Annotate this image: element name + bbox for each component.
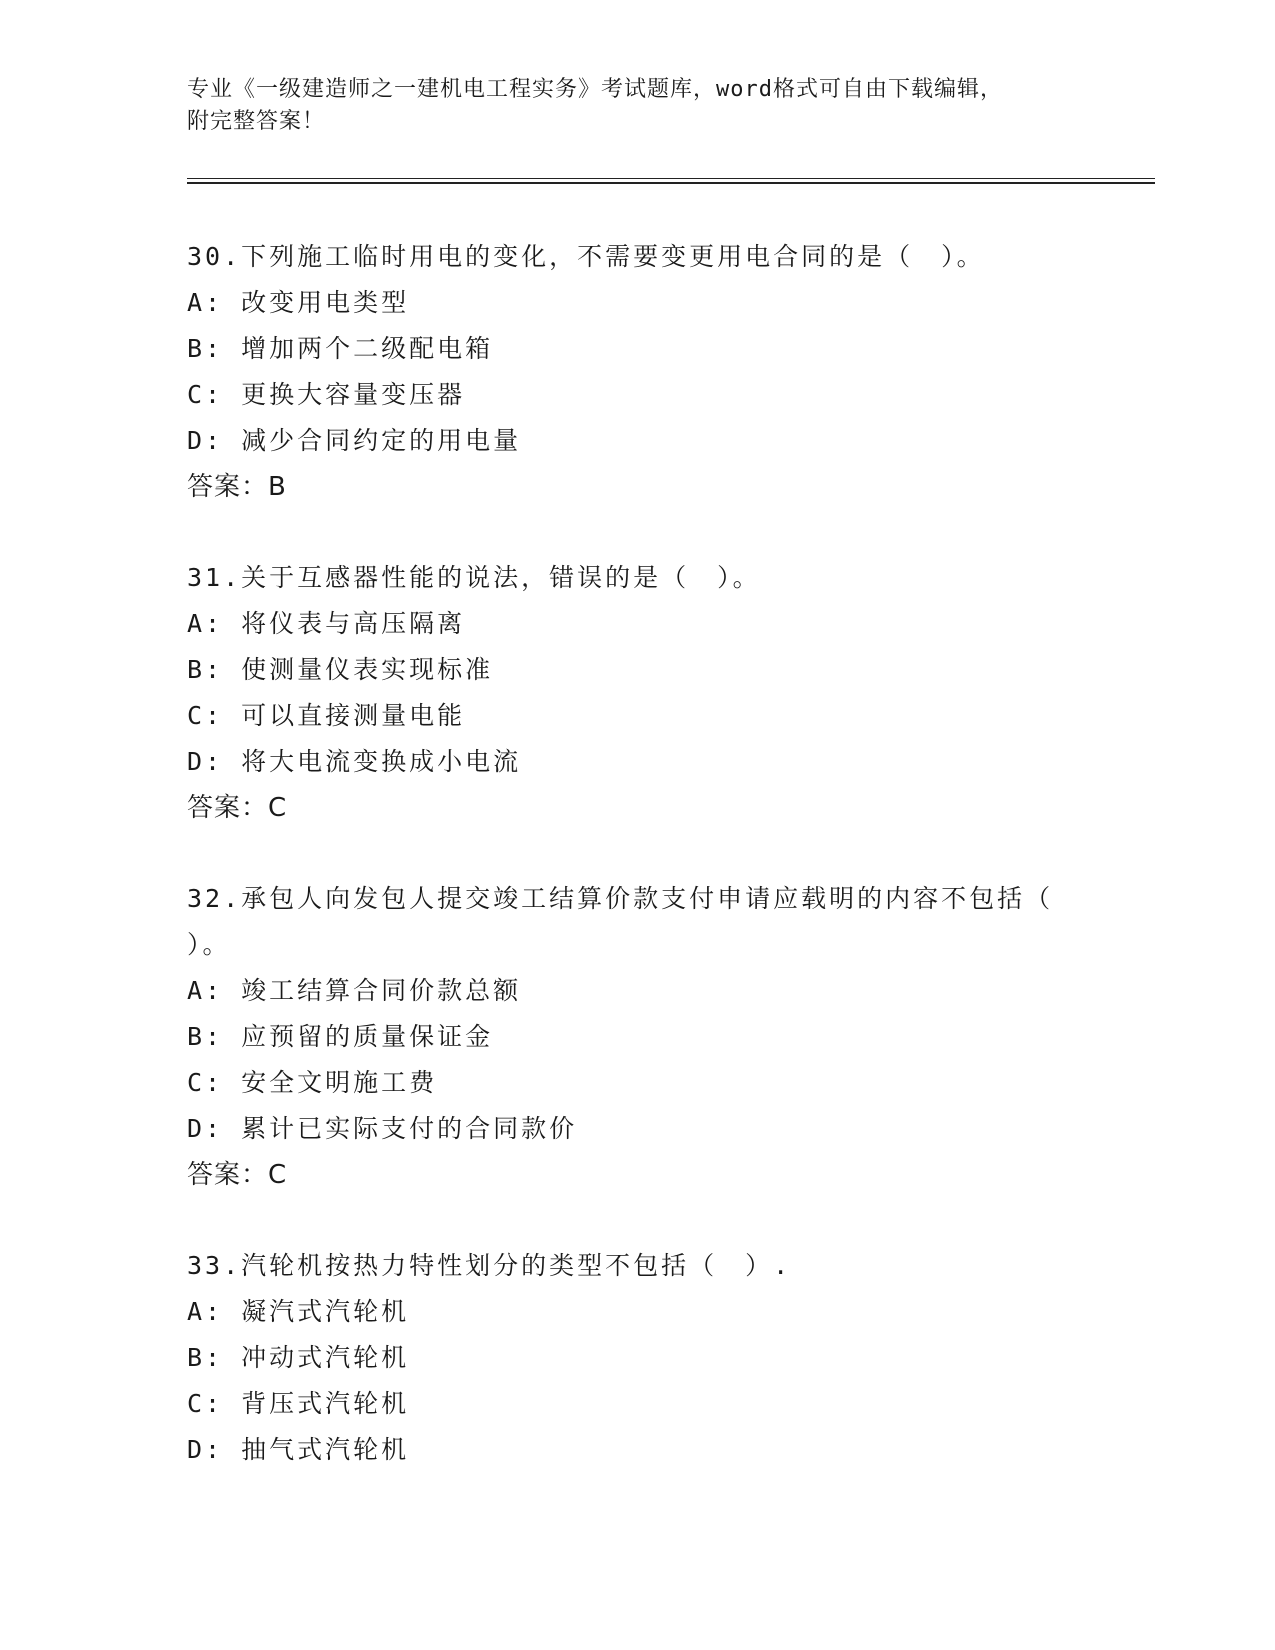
- header-rule-thick: [187, 182, 1155, 184]
- document-header: [187, 74, 1087, 138]
- question-stem: 32.承包人向发包人提交竣工结算价款支付申请应载明的内容不包括（: [187, 884, 1054, 913]
- option-d: D: 累计已实际支付的合同款价: [187, 1114, 578, 1143]
- option-c: C: 背压式汽轮机: [187, 1389, 410, 1418]
- option-b: B: 应预留的质量保证金: [187, 1022, 494, 1051]
- header-rule-thin: [187, 178, 1155, 179]
- option-d: D: 减少合同约定的用电量: [187, 426, 522, 455]
- question-stem: 31.关于互感器性能的说法，错误的是（ ）。: [187, 563, 761, 592]
- header-line-1: 专业《一级建造师之一建机电工程实务》考试题库，word格式可自由下载编辑，: [187, 77, 1003, 102]
- option-b: B: 使测量仪表实现标准: [187, 655, 494, 684]
- option-d: D: 抽气式汽轮机: [187, 1435, 410, 1464]
- option-b: B: 冲动式汽轮机: [187, 1343, 410, 1372]
- question-stem-continued: ）。: [187, 930, 231, 959]
- option-a: A: 竣工结算合同价款总额: [187, 976, 522, 1005]
- option-c: C: 可以直接测量电能: [187, 701, 466, 730]
- option-c: C: 安全文明施工费: [187, 1068, 438, 1097]
- question-stem: 33.汽轮机按热力特性划分的类型不包括（ ）.: [187, 1251, 792, 1280]
- question-32: [187, 876, 1087, 1198]
- option-a: A: 凝汽式汽轮机: [187, 1297, 410, 1326]
- option-d: D: 将大电流变换成小电流: [187, 747, 522, 776]
- question-31: [187, 555, 1087, 831]
- option-b: B: 增加两个二级配电箱: [187, 334, 494, 363]
- answer: 答案：B: [187, 472, 287, 502]
- option-a: A: 将仪表与高压隔离: [187, 609, 466, 638]
- question-33: [187, 1243, 1087, 1473]
- option-c: C: 更换大容量变压器: [187, 380, 466, 409]
- answer: 答案：C: [187, 1160, 288, 1190]
- header-line-2: 附完整答案！: [187, 109, 326, 134]
- answer: 答案：C: [187, 793, 288, 823]
- option-a: A: 改变用电类型: [187, 288, 410, 317]
- question-stem: 30.下列施工临时用电的变化，不需要变更用电合同的是（ ）。: [187, 242, 985, 271]
- question-30: [187, 234, 1087, 510]
